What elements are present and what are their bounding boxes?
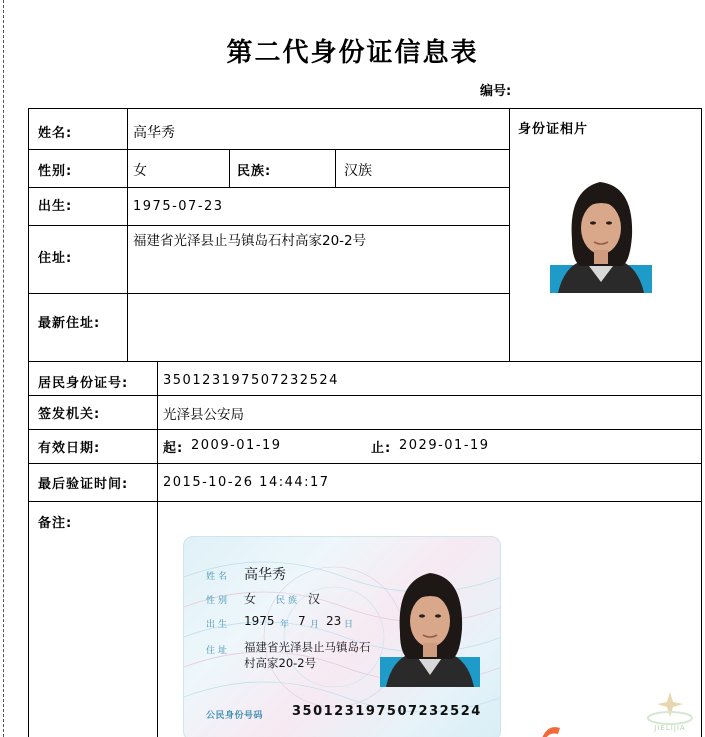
card-birth-day: 23	[326, 614, 342, 628]
row-divider	[28, 361, 702, 362]
validity-end-label: 止:	[371, 441, 392, 456]
row-divider	[28, 225, 509, 226]
card-address-line1: 福建省光泽县止马镇岛石	[244, 640, 371, 654]
address-value: 福建省光泽县止马镇岛石村高家20-2号	[133, 233, 367, 249]
card-portrait-photo	[380, 561, 480, 687]
card-name-value: 高华秀	[244, 567, 286, 583]
remarks-label: 备注:	[38, 516, 73, 531]
row-divider	[28, 463, 702, 464]
watermark-logo	[645, 690, 695, 736]
issuer-value: 光泽县公安局	[163, 407, 244, 423]
card-birth-year: 1975	[244, 614, 275, 628]
column-divider	[127, 108, 128, 361]
column-divider	[335, 149, 336, 187]
card-ethnicity-value: 汉	[308, 592, 321, 606]
column-divider	[229, 149, 230, 187]
number-label: 编号:	[480, 84, 512, 99]
card-gender-label: 性别	[206, 596, 231, 606]
row-divider	[28, 395, 702, 396]
id-number-value: 350123197507232524	[163, 373, 339, 388]
card-address-line2: 村高家20-2号	[244, 656, 317, 670]
photo-label: 身份证相片	[518, 122, 589, 137]
ethnicity-value: 汉族	[344, 163, 372, 179]
birth-label: 出生:	[38, 199, 73, 214]
portrait-photo	[550, 170, 652, 293]
ethnicity-label: 民族:	[237, 164, 272, 179]
card-birth-month: 7	[298, 614, 306, 628]
validity-label: 有效日期:	[38, 441, 101, 456]
row-divider	[28, 293, 509, 294]
red-stamp-mark	[540, 722, 562, 737]
column-divider	[509, 108, 510, 361]
watermark-text: JIELIJIA	[654, 724, 686, 732]
page-margin-line	[3, 0, 4, 737]
card-gender-value: 女	[244, 592, 257, 606]
row-divider	[28, 501, 702, 502]
card-address-label: 住址	[206, 646, 231, 656]
id-card-image	[183, 536, 501, 737]
portrait-illustration	[550, 170, 652, 293]
validity-start-value: 2009-01-19	[191, 438, 282, 453]
card-id-number-value: 350123197507232524	[292, 704, 482, 719]
card-id-number-label: 公民身份号码	[206, 711, 264, 721]
latest-address-label: 最新住址:	[38, 316, 101, 331]
card-ethnicity-label: 民族	[276, 596, 301, 606]
name-label: 姓名:	[38, 126, 73, 141]
name-value: 高华秀	[133, 125, 175, 141]
card-month-label: 月	[310, 620, 323, 630]
column-divider	[157, 361, 158, 737]
row-divider	[28, 149, 509, 150]
id-number-label: 居民身份证号:	[38, 376, 129, 391]
card-portrait-illustration	[380, 561, 480, 687]
gender-value: 女	[133, 163, 147, 179]
document-title: 第二代身份证信息表	[226, 38, 479, 68]
birth-value: 1975-07-23	[133, 199, 224, 214]
card-year-label: 年	[280, 620, 293, 630]
issuer-label: 签发机关:	[38, 407, 101, 422]
card-name-label: 姓名	[206, 572, 231, 582]
validity-end-value: 2029-01-19	[399, 438, 490, 453]
last-verified-label: 最后验证时间:	[38, 477, 129, 492]
last-verified-value: 2015-10-26 14:44:17	[163, 475, 330, 490]
validity-start-label: 起:	[163, 441, 184, 456]
row-divider	[28, 429, 702, 430]
card-day-label: 日	[344, 620, 357, 630]
address-label: 住址:	[38, 251, 73, 266]
row-divider	[28, 187, 509, 188]
card-birth-label: 出生	[206, 620, 231, 630]
gender-label: 性别:	[38, 164, 73, 179]
